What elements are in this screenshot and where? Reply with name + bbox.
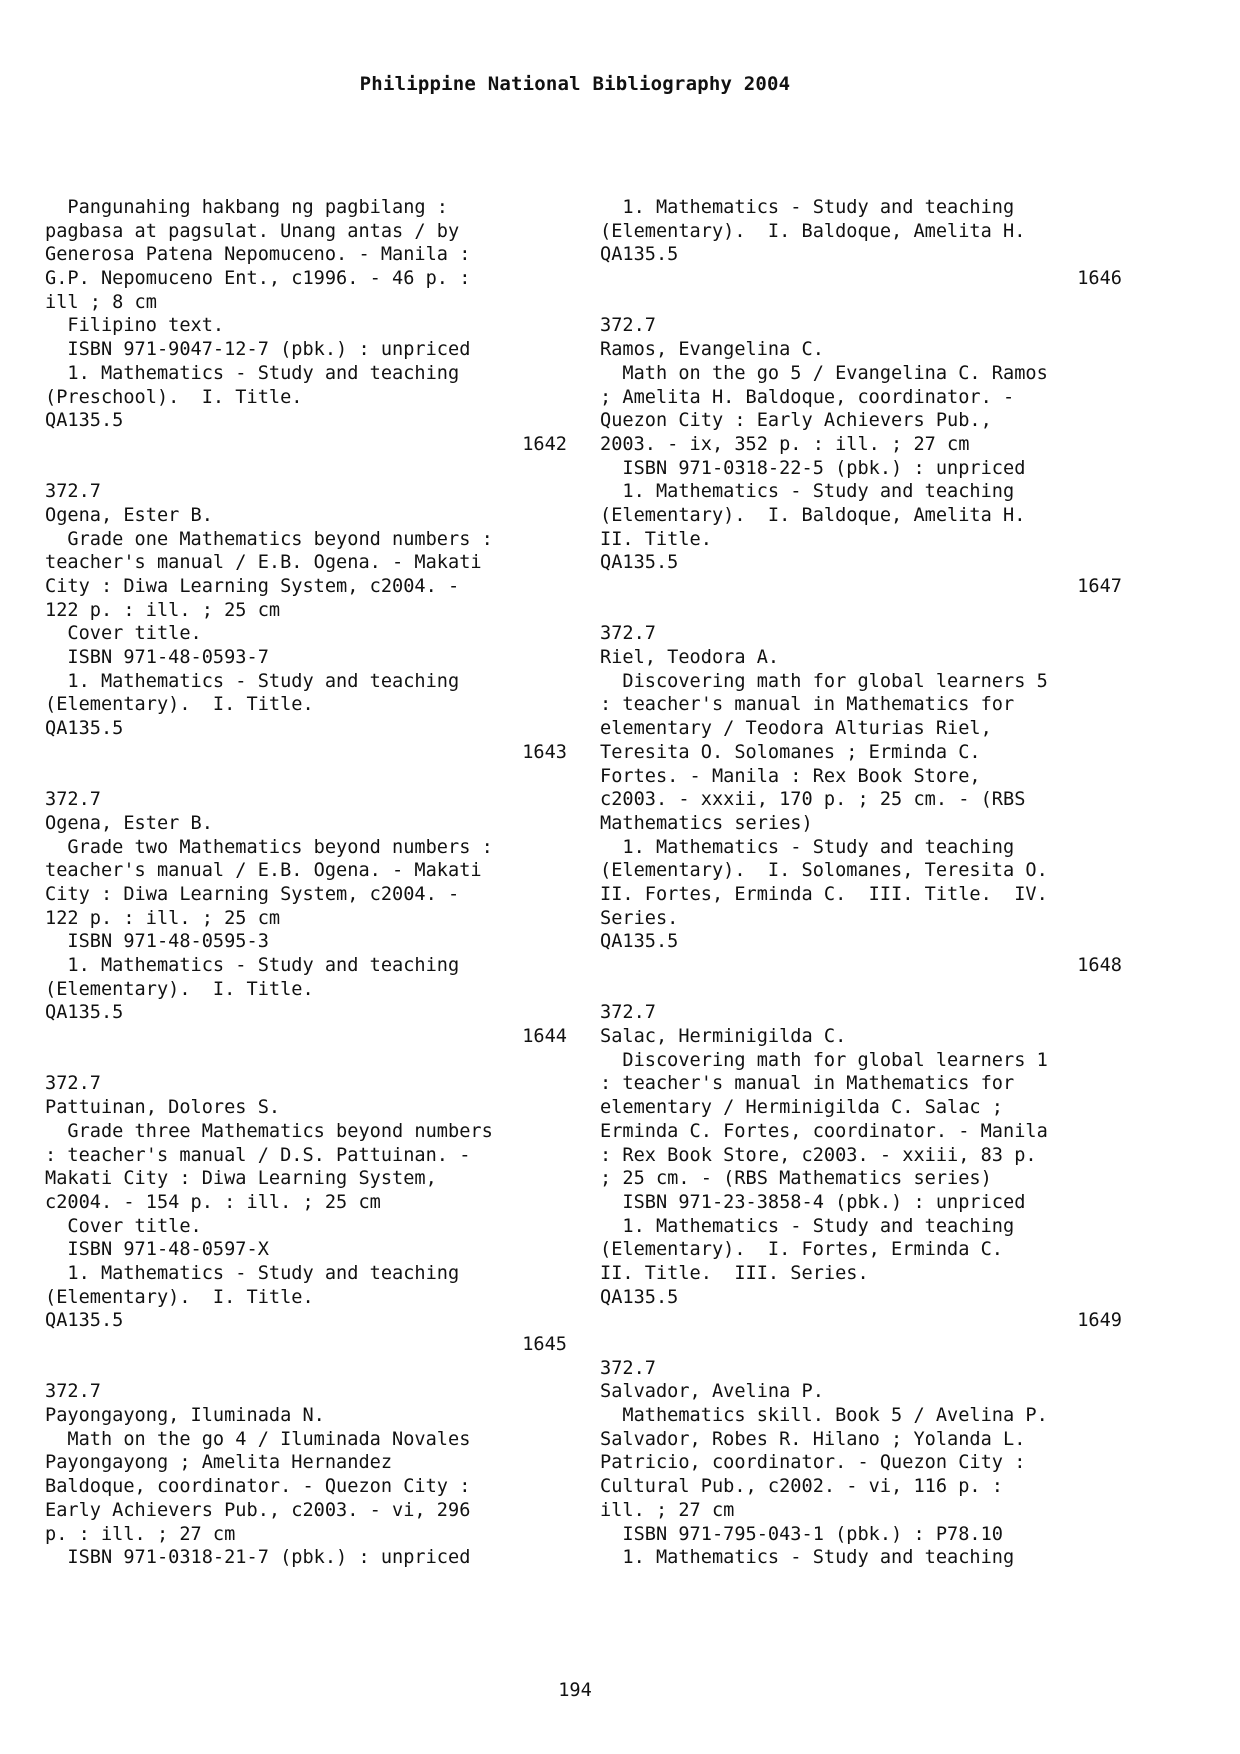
entry-line: (Elementary). I. Title. (45, 694, 314, 716)
entry-line: 372.7 (600, 1357, 656, 1379)
entry-number: 1642 (522, 433, 567, 455)
entry-line: 372.7 (600, 623, 656, 645)
entry-line: : teacher's manual in Mathematics for (600, 694, 1015, 716)
entry-line: ISBN 971-48-0595-3 (45, 931, 269, 953)
entry-line: : Rex Book Store, c2003. - xxiii, 83 p. (600, 1144, 1037, 1166)
entry-number: 1645 (522, 1334, 567, 1355)
entry-spacer (600, 599, 1122, 623)
entry-line: ISBN 971-23-3858-4 (pbk.) : unpriced (600, 1191, 1026, 1213)
entry-line: QA135.5 (45, 1310, 124, 1332)
entry-line: QA135.5 (600, 931, 679, 953)
entry-spacer (45, 1357, 567, 1381)
entry-line: (Elementary). I. Title. (45, 978, 314, 1000)
entry-line: 372.7 (45, 789, 101, 811)
left-column (45, 196, 567, 1570)
entry-line: Riel, Teodora A. (600, 647, 780, 669)
entry-line: (Elementary). I. Fortes, Erminda C. (600, 1239, 1003, 1261)
entry-number: 1643 (522, 741, 567, 763)
entry-line: City : Diwa Learning System, c2004. - (45, 883, 460, 905)
bibliography-entry (45, 196, 567, 480)
entry-line: Series. (600, 907, 679, 929)
entry-line: Pangunahing hakbang ng pagbilang : (45, 197, 448, 218)
entry-number: 1649 (1077, 1310, 1122, 1332)
entry-line: ill. ; 27 cm (600, 1499, 735, 1521)
entry-line: ISBN 971-795-043-1 (pbk.) : P78.10 (600, 1523, 1003, 1545)
entry-line: ISBN 971-9047-12-7 (pbk.) : unpriced (45, 339, 471, 361)
entry-line: ISBN 971-0318-22-5 (pbk.) : unpriced (600, 457, 1026, 479)
entry-spacer (600, 291, 1122, 315)
entry-line: Early Achievers Pub., c2003. - vi, 296 (45, 1499, 471, 1521)
entry-line: (Elementary). I. Baldoque, Amelita H. (600, 504, 1026, 526)
entry-line: II. Fortes, Erminda C. III. Title. IV. (600, 883, 1048, 905)
entry-line: Fortes. - Manila : Rex Book Store, (600, 765, 981, 787)
entry-line: Mathematics series) (600, 812, 813, 834)
bibliography-entry (600, 622, 1122, 1001)
entry-line: II. Title. III. Series. (600, 1262, 869, 1284)
entry-line: c2004. - 154 p. : ill. ; 25 cm (45, 1191, 381, 1213)
entry-line: Salvador, Avelina P. (600, 1381, 824, 1403)
entry-line: 122 p. : ill. ; 25 cm (45, 599, 281, 621)
entry-line: (Preschool). I. Title. (45, 386, 303, 408)
entry-line: Ogena, Ester B. (45, 812, 213, 834)
entry-line: Salac, Herminigilda C. (600, 1026, 847, 1048)
entry-line: 1. Mathematics - Study and teaching (45, 670, 460, 692)
entry-line: Ramos, Evangelina C. (600, 339, 824, 361)
entry-line: Payongayong, Iluminada N. (45, 1405, 325, 1427)
entry-line: Mathematics skill. Book 5 / Avelina P. (600, 1405, 1048, 1427)
entry-spacer (45, 765, 567, 789)
entry-line: 1. Mathematics - Study and teaching (600, 1547, 1015, 1569)
entry-line: ISBN 971-48-0597-X (45, 1239, 269, 1261)
entry-spacer (600, 978, 1122, 1002)
entry-line: QA135.5 (600, 1286, 679, 1308)
entry-line: Erminda C. Fortes, coordinator. - Manila (600, 1120, 1048, 1142)
entry-line: 1. Mathematics - Study and teaching (45, 1262, 460, 1284)
entry-line: Math on the go 4 / Iluminada Novales (45, 1428, 471, 1450)
entry-line: 1. Mathematics - Study and teaching (600, 1215, 1015, 1237)
entry-line: Ogena, Ester B. (45, 504, 213, 526)
entry-line: 1. Mathematics - Study and teaching (600, 836, 1015, 858)
entry-line: Cultural Pub., c2002. - vi, 116 p. : (600, 1476, 1003, 1498)
entry-line: G.P. Nepomuceno Ent., c1996. - 46 p. : (45, 268, 471, 290)
entry-line: (Elementary). I. Solomanes, Teresita O. (600, 860, 1048, 882)
bibliography-entry (600, 1357, 1122, 1570)
entry-line: QA135.5 (45, 1002, 124, 1024)
entry-line: Cover title. (45, 623, 202, 645)
entry-line: teacher's manual / E.B. Ogena. - Makati (45, 860, 482, 882)
page-number: 194 (558, 1680, 592, 1701)
entry-line: 372.7 (600, 1002, 656, 1024)
entry-line: Baldoque, coordinator. - Quezon City : (45, 1476, 471, 1498)
entry-line: Payongayong ; Amelita Hernandez (45, 1452, 393, 1474)
entry-number: 1647 (1077, 576, 1122, 597)
entry-line: elementary / Teodora Alturias Riel, (600, 718, 992, 740)
entry-line: Discovering math for global learners 5 (600, 670, 1048, 692)
entry-line: teacher's manual / E.B. Ogena. - Makati (45, 552, 482, 574)
entry-line: Filipino text. (45, 315, 225, 337)
entry-spacer (600, 1333, 1122, 1357)
entry-line: 1. Mathematics - Study and teaching (600, 197, 1015, 218)
entry-line: QA135.5 (600, 244, 679, 266)
entry-line: Patricio, coordinator. - Quezon City : (600, 1452, 1026, 1474)
entry-number: 1648 (1077, 955, 1122, 976)
bibliography-entry (45, 1380, 567, 1570)
bibliography-entry (600, 196, 1122, 314)
entry-line: : teacher's manual in Mathematics for (600, 1073, 1015, 1095)
entry-line: Grade one Mathematics beyond numbers : (45, 528, 493, 550)
entry-line: pagbasa at pagsulat. Unang antas / by (45, 220, 460, 242)
entry-line: Pattuinan, Dolores S. (45, 1097, 281, 1119)
right-column (600, 196, 1122, 1570)
entry-line: Grade three Mathematics beyond numbers (45, 1120, 493, 1142)
entry-line: 372.7 (45, 481, 101, 503)
entry-line: Discovering math for global learners 1 (600, 1049, 1048, 1071)
entry-line: 372.7 (45, 1381, 101, 1403)
entry-line: Teresita O. Solomanes ; Erminda C. (600, 741, 981, 763)
entry-line: QA135.5 (45, 718, 124, 740)
entry-line: 1. Mathematics - Study and teaching (45, 955, 460, 976)
entry-line: (Elementary). I. Title. (45, 1286, 314, 1308)
entry-line: ISBN 971-48-0593-7 (45, 647, 269, 669)
entry-line: 2003. - ix, 352 p. : ill. ; 27 cm (600, 433, 970, 455)
entry-line: p. : ill. ; 27 cm (45, 1523, 236, 1545)
bibliography-entry (45, 480, 567, 788)
entry-line: 372.7 (45, 1073, 101, 1095)
entry-line: ; 25 cm. - (RBS Mathematics series) (600, 1168, 992, 1190)
entry-line: City : Diwa Learning System, c2004. - (45, 576, 460, 597)
entry-line: 372.7 (600, 315, 656, 337)
entry-line: 1. Mathematics - Study and teaching (600, 481, 1015, 503)
entry-line: ill ; 8 cm (45, 291, 157, 313)
bibliography-entry (45, 1072, 567, 1380)
entry-line: QA135.5 (600, 552, 679, 574)
entry-line: Generosa Patena Nepomuceno. - Manila : (45, 244, 471, 266)
entry-line: Grade two Mathematics beyond numbers : (45, 836, 493, 858)
entry-line: ISBN 971-0318-21-7 (pbk.) : unpriced (45, 1547, 471, 1569)
entry-line: c2003. - xxxii, 170 p. ; 25 cm. - (RBS (600, 789, 1026, 811)
entry-line: Math on the go 5 / Evangelina C. Ramos (600, 362, 1048, 384)
entry-line: ; Amelita H. Baldoque, coordinator. - (600, 386, 1015, 408)
entry-line: 1. Mathematics - Study and teaching (45, 362, 460, 384)
entry-spacer (45, 1049, 567, 1073)
entry-line: II. Title. (600, 528, 712, 550)
page-title: Philippine National Bibliography 2004 (359, 73, 791, 95)
entry-line: Cover title. (45, 1215, 202, 1237)
entry-line: elementary / Herminigilda C. Salac ; (600, 1097, 1003, 1119)
entry-line: : teacher's manual / D.S. Pattuinan. - (45, 1144, 471, 1166)
bibliography-entry (45, 788, 567, 1072)
entry-spacer (45, 457, 567, 481)
entry-line: QA135.5 (45, 410, 124, 432)
entry-line: Makati City : Diwa Learning System, (45, 1168, 437, 1190)
entry-number: 1646 (1077, 268, 1122, 290)
entry-line: Quezon City : Early Achievers Pub., (600, 410, 992, 432)
entry-number: 1644 (522, 1026, 567, 1048)
entry-line: 122 p. : ill. ; 25 cm (45, 907, 281, 929)
entry-line: (Elementary). I. Baldoque, Amelita H. (600, 220, 1026, 242)
bibliography-entry (600, 1001, 1122, 1356)
bibliography-entry (600, 314, 1122, 622)
entry-line: Salvador, Robes R. Hilano ; Yolanda L. (600, 1428, 1026, 1450)
